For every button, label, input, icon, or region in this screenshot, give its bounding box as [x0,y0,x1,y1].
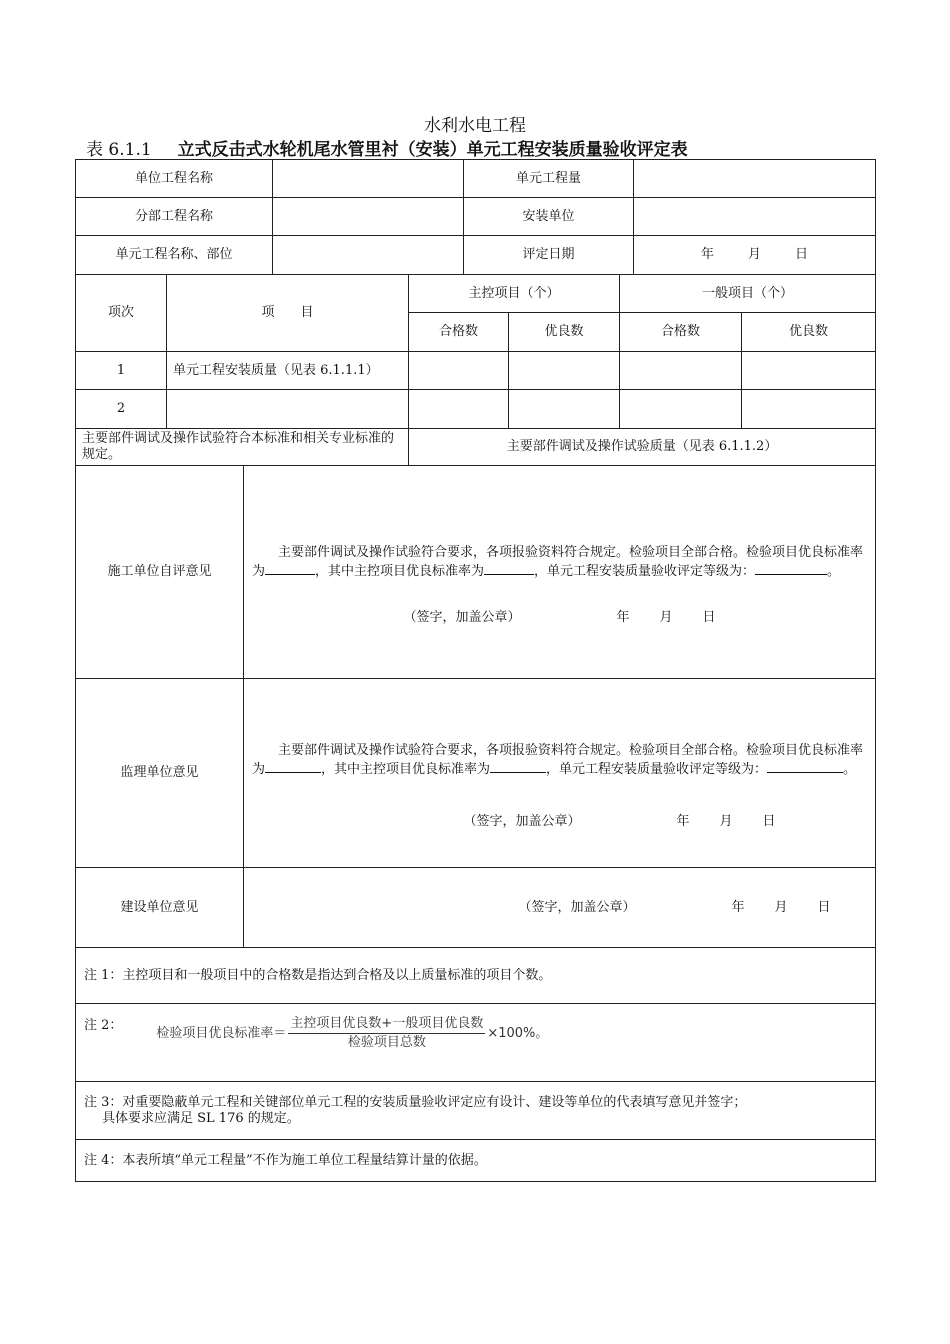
note-3-line-1: 注 3：对重要隐蔽单元工程和关键部位单元工程的安装质量验收评定应有设计、建设等单位的代表填写意见并签字； [84,1094,747,1110]
excellent-rate-formula: 检验项目优良标准率＝ $\frac{\text{主控项目优良数+一般项目优良数}}{\text{检验项目总数}}$ ×100%。 [156,1016,549,1050]
table-row [76,390,876,429]
construction-opinion-cell[interactable] [244,466,876,679]
table-number: 表 6.1.1 [86,140,152,160]
general-excellent-header: 优良数 [742,313,876,352]
note-4: 注 4：本表所填“单元工程量”不作为施工单位工程量结算计量的依据。 [76,1140,876,1182]
row-main-excellent-field[interactable] [509,352,620,390]
note-2 [76,1004,876,1082]
main-excellent-rate-blank[interactable] [490,759,546,773]
supervision-opinion-text: 主要部件调试及操作试验符合要求，各项报验资料符合规定。检验项目全部合格。检验项目优良标准率为 ，其中主控项目优良标准率为 ，单元工程安装质量验收评定等级为： 。 [252,742,864,777]
row-general-excellent-field[interactable] [742,390,876,429]
division-project-name-field[interactable] [273,198,464,236]
items-table [75,274,876,466]
element-project-label: 单元工程名称、部位 [76,236,273,275]
note-2-label: 注 2： [84,1018,123,1033]
unit-project-name-field[interactable] [273,160,464,198]
test-quality-text: 主要部件调试及操作试验质量（见表 6.1.1.2） [409,429,876,466]
construction-opinion-label: 施工单位自评意见 [76,466,244,679]
sign-label: （签字，加盖公章） [463,813,581,829]
note-3-line-2: 具体要求应满足 SL 176 的规定。 [102,1110,300,1126]
eval-date-field[interactable] [634,236,876,275]
row-name[interactable] [167,390,409,429]
main-qualified-header: 合格数 [409,313,509,352]
sign-label: （签字，加盖公章） [518,899,636,915]
row-general-qualified-field[interactable] [620,352,742,390]
formula-denominator: 检验项目总数 [347,1035,426,1050]
table-name: 立式反击式水轮机尾水管里衬（安装）单元工程安装质量验收评定表 [177,140,688,160]
row-name: 单元工程安装质量（见表 6.1.1.1） [167,352,409,390]
col-item-header: 项 目 [167,275,409,352]
unit-quantity-label: 单元工程量 [464,160,634,198]
owner-sign-line: （签字，加盖公章） 年 月 日 [518,899,831,915]
row-main-qualified-field[interactable] [409,352,509,390]
install-unit-field[interactable] [634,198,876,236]
note-1: 注 1：主控项目和一般项目中的合格数是指达到合格及以上质量标准的项目个数。 [76,948,876,1004]
grade-blank[interactable] [767,759,843,773]
general-qualified-header: 合格数 [620,313,742,352]
division-project-name-label: 分部工程名称 [76,198,273,236]
table-row [76,352,876,390]
unit-project-name-label: 单位工程名称 [76,160,273,198]
date-day: 日 [795,247,809,262]
test-compliance-text: 主要部件调试及操作试验符合本标准和相关专业标准的规定。 [76,429,409,466]
owner-opinion-label: 建设单位意见 [76,868,244,948]
date-year: 年 [700,247,714,262]
col-main-header: 主控项目（个） [409,275,620,313]
row-main-qualified-field[interactable] [409,390,509,429]
construction-opinion-text: 主要部件调试及操作试验符合要求，各项报验资料符合规定。检验项目全部合格。检验项目优良标准率为 ，其中主控项目优良标准率为 ，单元工程安装质量验收评定等级为： 。 [252,544,864,579]
supervision-opinion-cell[interactable] [244,679,876,868]
element-project-field[interactable] [273,236,464,275]
excellent-rate-blank[interactable] [265,759,321,773]
col-index-header: 项次 [76,275,167,352]
eval-date-label: 评定日期 [464,236,634,275]
sign-label: （签字，加盖公章） [403,609,521,625]
install-unit-label: 安装单位 [464,198,634,236]
note-3 [76,1082,876,1140]
grade-blank[interactable] [755,561,827,575]
unit-quantity-field[interactable] [634,160,876,198]
date-month: 月 [747,247,761,262]
opinions-table [75,465,876,1182]
row-index: 1 [76,352,167,390]
supervision-sign-line: （签字，加盖公章） 年 月 日 [463,813,776,829]
excellent-rate-blank[interactable] [265,561,315,575]
main-excellent-rate-blank[interactable] [484,561,534,575]
main-excellent-header: 优良数 [509,313,620,352]
owner-opinion-cell[interactable] [244,868,876,948]
row-index: 2 [76,390,167,429]
supervision-opinion-label: 监理单位意见 [76,679,244,868]
formula-numerator: 主控项目优良数+一般项目优良数 [288,1016,485,1034]
formula-fraction [288,1016,485,1051]
col-general-header: 一般项目（个） [620,275,876,313]
row-general-excellent-field[interactable] [742,352,876,390]
header-top-title: 水利水电工程 [424,116,526,136]
info-table [75,159,876,275]
construction-sign-line: （签字，加盖公章） 年 月 日 [403,609,716,625]
construction-opinion-row [76,466,876,679]
owner-opinion-row [76,868,876,948]
row-general-qualified-field[interactable] [620,390,742,429]
row-main-excellent-field[interactable] [509,390,620,429]
supervision-opinion-row [76,679,876,868]
